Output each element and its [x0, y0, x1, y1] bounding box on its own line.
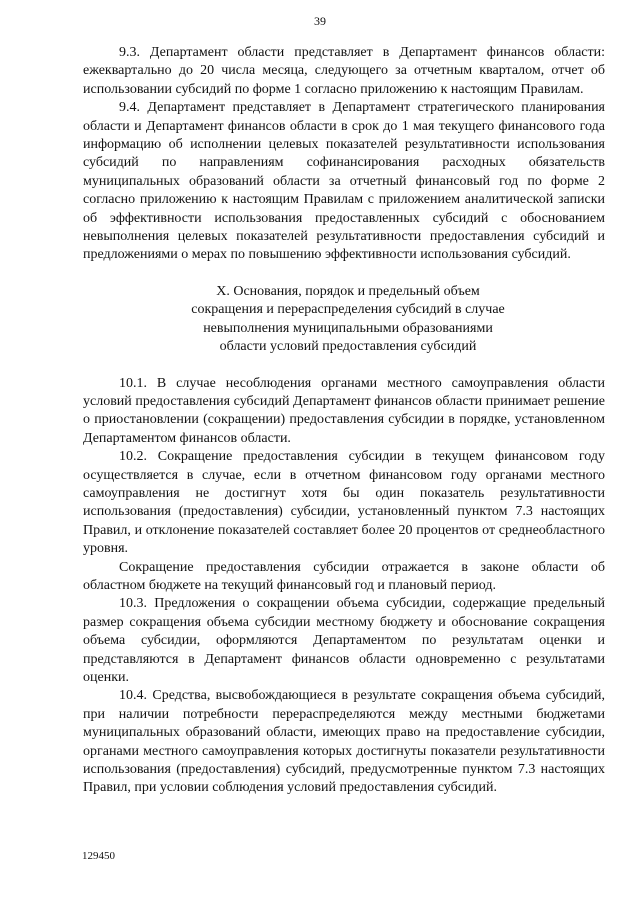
- section-heading-line: области условий предоставления субсидий: [219, 339, 477, 355]
- paragraph-10-2-note: Сокращение предоставления субсидии отражается в законе области об областном бюджете на текущий финансовый год и плановый период.: [83, 559, 605, 593]
- document-code: 129450: [82, 850, 115, 862]
- section-heading-line: сокращения и перераспределения субсидий в случае: [191, 302, 505, 318]
- section-heading: [83, 283, 605, 357]
- paragraph-10-1: 10.1. В случае несоблюдения органами местного самоуправления области условий предоставления субсидий Департамент финансов области принимает решение о приостановлении (сокращении) предоставления субсидии в порядке, установленном Департаментом финансов области.: [83, 375, 605, 446]
- paragraph-10-2: 10.2. Сокращение предоставления субсидии в текущем финансовом году осуществляется в случае, если в отчетном финансовом году органами местного самоуправления не достигнут хотя бы один показатель результативности использования (предоставления) субсидии, установленный пунктом 7.3 настоящих Правил, и отклонение показателей составляет более 20 процентов от среднеобластного уровня.: [83, 449, 605, 557]
- document-body: [83, 44, 605, 798]
- paragraph-9-3: 9.3. Департамент области представляет в Департамент финансов области: ежеквартально до 20 числа месяца, следующего за отчетным кварталом, отчет об использовании субсидий по форме 1 согласно приложению к настоящим Правилам.: [83, 45, 605, 97]
- section-heading-line: невыполнения муниципальными образованиями: [203, 320, 493, 336]
- paragraph-10-3: 10.3. Предложения о сокращении объема субсидии, содержащие предельный размер сокращения объема субсидии местному бюджету и обоснование сокращения объема субсидии, оформляются Департаментом по результатам оценки и представляются в Департамент финансов области одновременно с результатами оценки.: [83, 596, 605, 685]
- page-number: 39: [314, 14, 326, 28]
- paragraph-10-4: 10.4. Средства, высвобождающиеся в результате сокращения объема субсидий, при наличии потребности перераспределяются между местными бюджетами муниципальных образований области, имеющих право на предоставление субсидии, органами местного самоуправления которых достигнуты показатели результативности использования (предоставления) субсидий, предусмотренные пунктом 7.3 настоящих Правил, при условии соблюдения условий предоставления субсидий.: [83, 688, 605, 796]
- paragraph-9-4: 9.4. Департамент представляет в Департамент стратегического планирования области и Департамент финансов области в срок до 1 мая текущего финансового года информацию об исполнении целевых показателей результативности использования субсидий по направлениям софинансирования расходных обязательств муниципальных образований области за отчетный финансовый год по форме 2 согласно приложению к настоящим Правилам с приложением аналитической записки об эффективности использования предоставленных субсидий с обоснованием невыполнения целевых показателей результативности предоставления субсидий и предложениями о мерах по повышению эффективности использования субсидий.: [83, 100, 605, 263]
- section-heading-line: X. Основания, порядок и предельный объем: [216, 283, 480, 299]
